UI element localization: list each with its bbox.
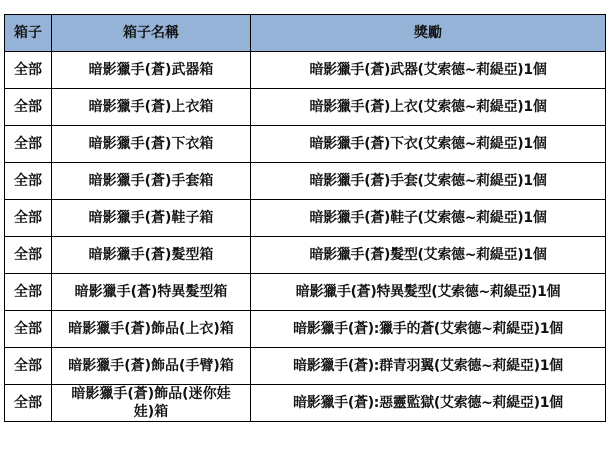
cell-box: 全部 — [5, 126, 52, 163]
cell-box-name: 暗影獵手(蒼)飾品(手臂)箱 — [52, 348, 251, 385]
cell-reward: 暗影獵手(蒼):惡靈監獄(艾索德~莉緹亞)1個 — [251, 385, 606, 422]
cell-reward: 暗影獵手(蒼):獵手的蒼(艾索德~莉緹亞)1個 — [251, 311, 606, 348]
table-row — [5, 89, 606, 126]
table-row — [5, 163, 606, 200]
table-row — [5, 274, 606, 311]
box-reward-table — [4, 14, 606, 422]
cell-box: 全部 — [5, 89, 52, 126]
reward-table-container — [4, 14, 606, 422]
cell-reward: 暗影獵手(蒼)特異髮型(艾索德~莉緹亞)1個 — [251, 274, 606, 311]
table-row — [5, 52, 606, 89]
table-row — [5, 311, 606, 348]
table-row — [5, 126, 606, 163]
cell-reward: 暗影獵手(蒼)手套(艾索德~莉緹亞)1個 — [251, 163, 606, 200]
cell-box-name: 暗影獵手(蒼)特異髮型箱 — [52, 274, 251, 311]
cell-box: 全部 — [5, 237, 52, 274]
table-row — [5, 200, 606, 237]
cell-box-name: 暗影獵手(蒼)飾品(迷你娃娃)箱 — [52, 385, 251, 422]
cell-box: 全部 — [5, 348, 52, 385]
cell-box-name: 暗影獵手(蒼)髮型箱 — [52, 237, 251, 274]
cell-box: 全部 — [5, 200, 52, 237]
cell-box: 全部 — [5, 274, 52, 311]
cell-reward: 暗影獵手(蒼):群青羽翼(艾索德~莉緹亞)1個 — [251, 348, 606, 385]
cell-reward: 暗影獵手(蒼)鞋子(艾索德~莉緹亞)1個 — [251, 200, 606, 237]
cell-reward: 暗影獵手(蒼)髮型(艾索德~莉緹亞)1個 — [251, 237, 606, 274]
table-body — [5, 52, 606, 422]
cell-box-name: 暗影獵手(蒼)鞋子箱 — [52, 200, 251, 237]
cell-box: 全部 — [5, 163, 52, 200]
cell-box-name: 暗影獵手(蒼)武器箱 — [52, 52, 251, 89]
cell-reward: 暗影獵手(蒼)武器(艾索德~莉緹亞)1個 — [251, 52, 606, 89]
cell-box-name: 暗影獵手(蒼)上衣箱 — [52, 89, 251, 126]
cell-reward: 暗影獵手(蒼)下衣(艾索德~莉緹亞)1個 — [251, 126, 606, 163]
table-row — [5, 348, 606, 385]
cell-box: 全部 — [5, 311, 52, 348]
cell-box-name: 暗影獵手(蒼)飾品(上衣)箱 — [52, 311, 251, 348]
table-row — [5, 385, 606, 422]
cell-box-name: 暗影獵手(蒼)下衣箱 — [52, 126, 251, 163]
cell-box: 全部 — [5, 385, 52, 422]
cell-box: 全部 — [5, 52, 52, 89]
header-reward: 獎勵 — [251, 15, 606, 52]
header-row — [5, 15, 606, 52]
header-box: 箱子 — [5, 15, 52, 52]
cell-reward: 暗影獵手(蒼)上衣(艾索德~莉緹亞)1個 — [251, 89, 606, 126]
cell-box-name: 暗影獵手(蒼)手套箱 — [52, 163, 251, 200]
table-header — [5, 15, 606, 52]
table-row — [5, 237, 606, 274]
header-box-name: 箱子名稱 — [52, 15, 251, 52]
